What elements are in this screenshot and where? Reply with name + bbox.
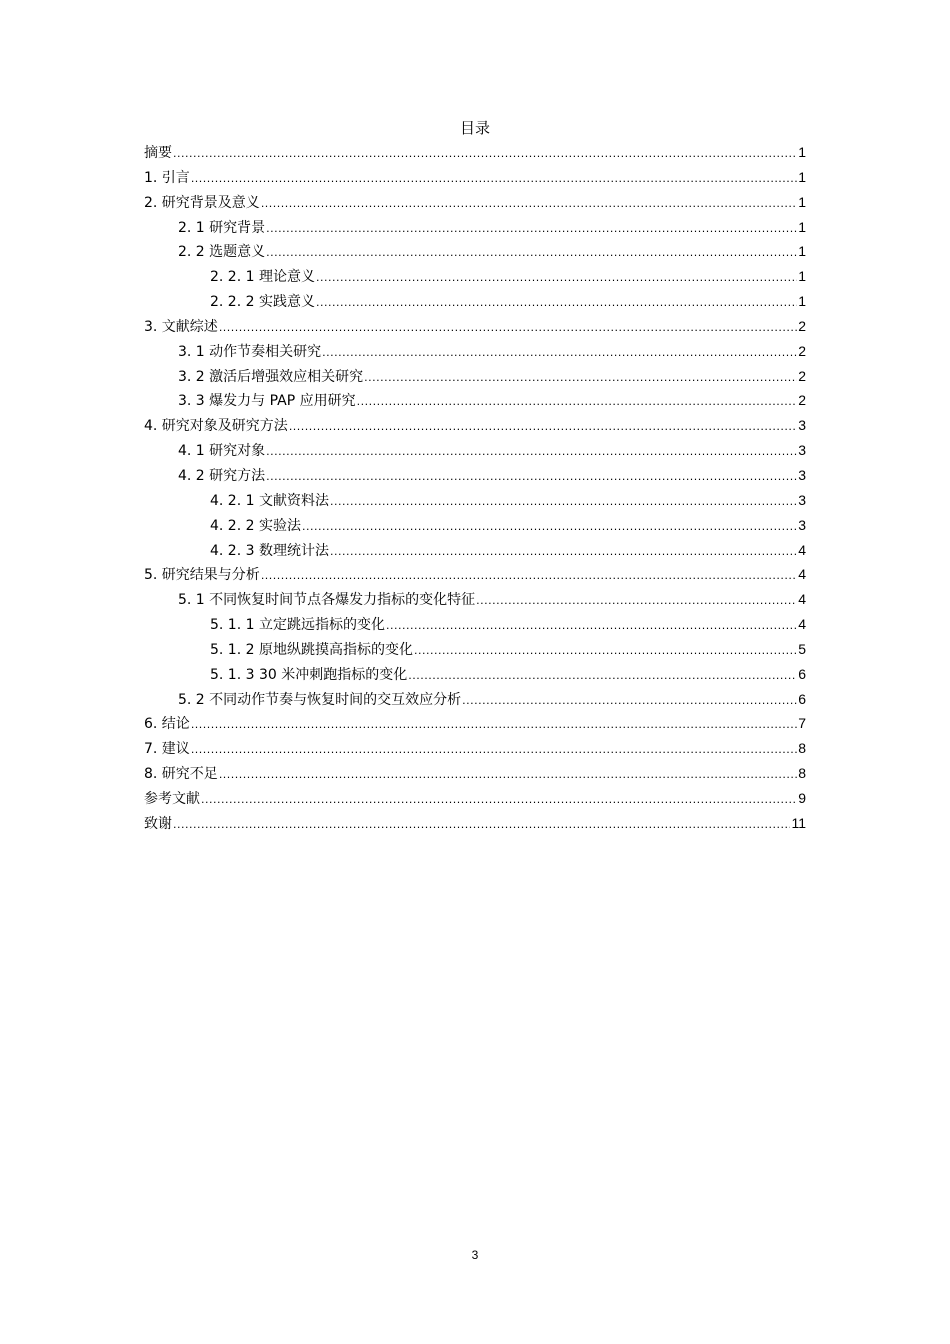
toc-entry[interactable] [144,513,806,538]
toc-entry-page: 5 [798,640,806,657]
toc-dot-leader [191,738,797,763]
page-number: 3 [471,1248,479,1262]
toc-entry-text: 4. 1 研究对象 [178,443,266,460]
toc-entry-text: 3. 2 激活后增强效应相关研究 [178,368,364,385]
toc-entry-text: 4. 2. 2 实验法 [210,517,301,534]
toc-dot-leader [316,291,797,316]
toc-dot-leader [201,788,797,813]
toc-dot-leader [191,713,797,738]
toc-entry-text: 5. 研究结果与分析 [144,567,260,584]
toc-entry[interactable] [144,538,806,563]
toc-entry[interactable] [144,314,806,339]
toc-dot-leader [302,515,797,540]
toc-entry[interactable] [144,388,806,413]
toc-entry[interactable] [144,711,806,736]
toc-entry-text: 2. 2. 1 理论意义 [210,269,315,286]
toc-entry-page: 3 [798,442,806,459]
toc-entry-page: 2 [798,367,806,384]
toc-entry-page: 11 [791,814,806,831]
toc-entry[interactable] [144,662,806,687]
toc-dot-leader [476,589,797,614]
toc-entry[interactable] [144,264,806,289]
toc-entry[interactable] [144,488,806,513]
toc-entry-page: 2 [798,392,806,409]
toc-entry-page: 6 [798,690,806,707]
toc-entry[interactable] [144,612,806,637]
toc-entry-text: 4. 研究对象及研究方法 [144,418,288,435]
toc-title: 目录 [459,119,490,137]
toc-dot-leader [364,366,797,391]
toc-entry-page: 4 [798,591,806,608]
toc-entry-text: 2. 2 选题意义 [178,244,266,261]
toc-dot-leader [261,564,797,589]
toc-dot-leader [266,241,797,266]
toc-dot-leader [266,440,797,465]
toc-dot-leader [414,639,797,664]
toc-entry[interactable] [144,687,806,712]
toc-entry-text: 4. 2. 1 文献资料法 [210,492,329,509]
toc-entry[interactable] [144,239,806,264]
toc-entry[interactable] [144,463,806,488]
toc-entry-page: 9 [798,789,806,806]
toc-dot-leader [266,217,797,242]
toc-entry-text: 5. 1. 2 原地纵跳摸高指标的变化 [210,641,413,658]
toc-entry[interactable] [144,413,806,438]
toc-entry[interactable] [144,165,806,190]
toc-entry[interactable] [144,339,806,364]
toc-entry-page: 4 [798,616,806,633]
toc-entry-text: 8. 研究不足 [144,766,218,783]
toc-list [144,140,806,836]
toc-entry-page: 1 [798,193,806,210]
toc-entry-text: 参考文献 [144,790,200,807]
toc-entry-page: 8 [798,765,806,782]
toc-entry-text: 摘要 [144,145,172,161]
toc-entry-text: 7. 建议 [144,741,190,758]
toc-dot-leader [386,614,797,639]
toc-entry-page: 1 [798,168,806,185]
toc-entry-text: 5. 1 不同恢复时间节点各爆发力指标的变化特征 [178,592,476,609]
toc-entry-text: 6. 结论 [144,716,190,733]
toc-dot-leader [219,316,797,341]
toc-dot-leader [261,192,797,217]
toc-entry[interactable] [144,364,806,389]
toc-dot-leader [173,142,797,167]
toc-entry-text: 2. 1 研究背景 [178,219,266,236]
toc-entry[interactable] [144,811,806,836]
toc-entry[interactable] [144,190,806,215]
toc-entry-text: 5. 2 不同动作节奏与恢复时间的交互效应分析 [178,691,462,708]
toc-entry[interactable] [144,140,806,165]
toc-entry-text: 3. 1 动作节奏相关研究 [178,343,322,360]
toc-dot-leader [330,540,797,565]
toc-entry[interactable] [144,637,806,662]
toc-entry-page: 2 [798,317,806,334]
toc-entry-page: 6 [798,665,806,682]
toc-dot-leader [266,465,797,490]
toc-dot-leader [462,689,797,714]
toc-dot-leader [289,415,797,440]
toc-entry-text: 2. 2. 2 实践意义 [210,294,315,311]
toc-entry[interactable] [144,761,806,786]
toc-entry[interactable] [144,562,806,587]
toc-dot-leader [316,266,797,291]
toc-entry-page: 1 [798,268,806,285]
toc-dot-leader [322,341,797,366]
toc-entry[interactable] [144,736,806,761]
toc-entry-page: 7 [798,715,806,732]
toc-entry-text: 5. 1. 3 30 米冲刺跑指标的变化 [210,666,408,683]
toc-entry-text: 2. 研究背景及意义 [144,194,260,211]
toc-entry-text: 3. 3 爆发力与 PAP 应用研究 [178,393,356,410]
toc-dot-leader [191,167,797,192]
toc-entry-page: 8 [798,740,806,757]
toc-entry-page: 1 [798,243,806,260]
toc-entry-page: 3 [798,466,806,483]
toc-entry[interactable] [144,786,806,811]
toc-dot-leader [330,490,797,515]
toc-dot-leader [357,390,798,415]
toc-entry-page: 3 [798,491,806,508]
toc-dot-leader [173,813,790,838]
toc-entry-text: 致谢 [144,815,172,832]
toc-entry[interactable] [144,289,806,314]
toc-entry-page: 4 [798,541,806,558]
toc-entry-text: 5. 1. 1 立定跳远指标的变化 [210,617,385,634]
toc-dot-leader [408,664,797,689]
toc-entry[interactable] [144,215,806,240]
toc-entry-page: 1 [798,293,806,310]
toc-entry-page: 2 [798,342,806,359]
toc-entry-page: 4 [798,566,806,583]
toc-entry-page: 3 [798,417,806,434]
toc-entry-text: 4. 2 研究方法 [178,467,266,484]
toc-entry-text: 4. 2. 3 数理统计法 [210,542,329,559]
toc-entry-text: 3. 文献综述 [144,318,218,335]
toc-entry[interactable] [144,587,806,612]
toc-entry-page: 1 [798,144,806,160]
toc-entry-text: 1. 引言 [144,169,190,186]
toc-entry[interactable] [144,438,806,463]
toc-entry-page: 1 [798,218,806,235]
toc-entry-page: 3 [798,516,806,533]
toc-dot-leader [219,763,797,788]
